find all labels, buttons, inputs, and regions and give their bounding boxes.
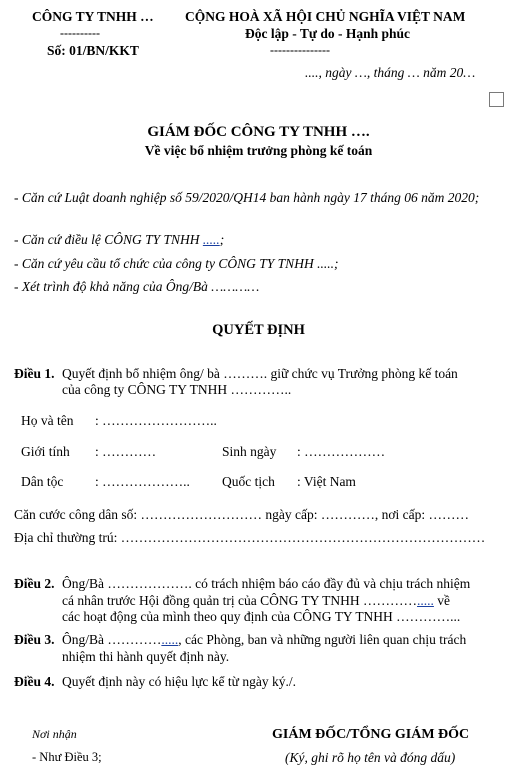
basis-requirement: - Căn cứ yêu cầu tổ chức của công ty CÔNG TY TNHH .....; (14, 256, 339, 271)
basis-law: - Căn cứ Luật doanh nghiệp số 59/2020/QH14 ban hành ngày 17 tháng 06 năm 2020; (14, 190, 480, 205)
article-1-label: Điều 1. (14, 366, 55, 381)
motto-underline: --------------- (270, 43, 330, 57)
date-line: ...., ngày …, tháng … năm 20… (305, 65, 476, 80)
article-4-text: Quyết định này có hiệu lực kể từ ngày ký./. (62, 674, 296, 689)
decision-heading: QUYẾT ĐỊNH (212, 322, 305, 338)
address-line: Địa chỉ thường trú: ……………………………………………………………………… (14, 530, 486, 545)
nation-title: CỘNG HOÀ XÃ HỘI CHỦ NGHĨA VIỆT NAM (185, 9, 466, 24)
signer-note: (Ký, ghi rõ họ tên và đóng dấu) (285, 750, 456, 765)
article-2-label: Điều 2. (14, 576, 55, 591)
gender-value: : ………… (95, 444, 157, 459)
article-3-line1: Ông/Bà …………....., các Phòng, ban và những người liên quan chịu trách (62, 632, 467, 647)
name-label: Họ và tên (21, 413, 74, 428)
document-title: GIÁM ĐỐC CÔNG TY TNHH …. (147, 124, 370, 140)
article-3-label: Điều 3. (14, 632, 55, 647)
article-2-line1: Ông/Bà ………………. có trách nhiệm báo cáo đầy đủ và chịu trách nhiệm (62, 576, 471, 591)
article-2-line3: các hoạt động của mình theo quy định của CÔNG TY TNHH …………... (62, 609, 461, 624)
charter-link[interactable]: ..... (202, 232, 220, 247)
signer-title: GIÁM ĐỐC/TỔNG GIÁM ĐỐC (272, 727, 470, 742)
company-underline: ---------- (60, 26, 100, 40)
company-name: CÔNG TY TNHH … (32, 9, 154, 24)
basis-qualification: - Xét trình độ khả năng của Ông/Bà ………… (14, 279, 260, 294)
article-3-line2: nhiệm thi hành quyết định này. (62, 649, 230, 664)
article-2-line2: cá nhân trước Hội đồng quản trị của CÔNG TY TNHH …………..... về (62, 593, 451, 608)
article-1-line1: Quyết định bổ nhiệm ông/ bà ………. giữ chức vụ Trưởng phòng kế toán (62, 366, 458, 381)
nationality-label: Quốc tịch (222, 474, 275, 489)
article-3-link[interactable]: ..... (161, 632, 179, 647)
recipients-label: Nơi nhận (32, 727, 77, 741)
id-line: Căn cước công dân số: ……………………… ngày cấp: …………, nơi cấp: ……… (14, 507, 470, 522)
motto: Độc lập - Tự do - Hạnh phúc (245, 26, 411, 41)
document-subtitle: Về việc bổ nhiệm trưởng phòng kế toán (144, 143, 373, 158)
article-4-label: Điều 4. (14, 674, 55, 689)
dob-label: Sinh ngày (222, 444, 277, 459)
ethnic-label: Dân tộc (21, 474, 64, 489)
article-2-link[interactable]: ..... (417, 593, 434, 608)
ethnic-value: : ……………….. (95, 474, 190, 489)
checkbox[interactable] (489, 92, 504, 107)
name-value: : …………………….. (95, 413, 217, 428)
gender-label: Giới tính (21, 444, 70, 459)
nationality-value: : Việt Nam (297, 474, 356, 489)
basis-charter: - Căn cứ điều lệ CÔNG TY TNHH .....; (14, 232, 225, 247)
article-1-line2: của công ty CÔNG TY TNHH ………….. (62, 382, 292, 397)
recipient-1: - Như Điều 3; (32, 750, 102, 764)
document-number: Số: 01/BN/KKT (47, 43, 139, 58)
dob-value: : ……………… (297, 444, 386, 459)
